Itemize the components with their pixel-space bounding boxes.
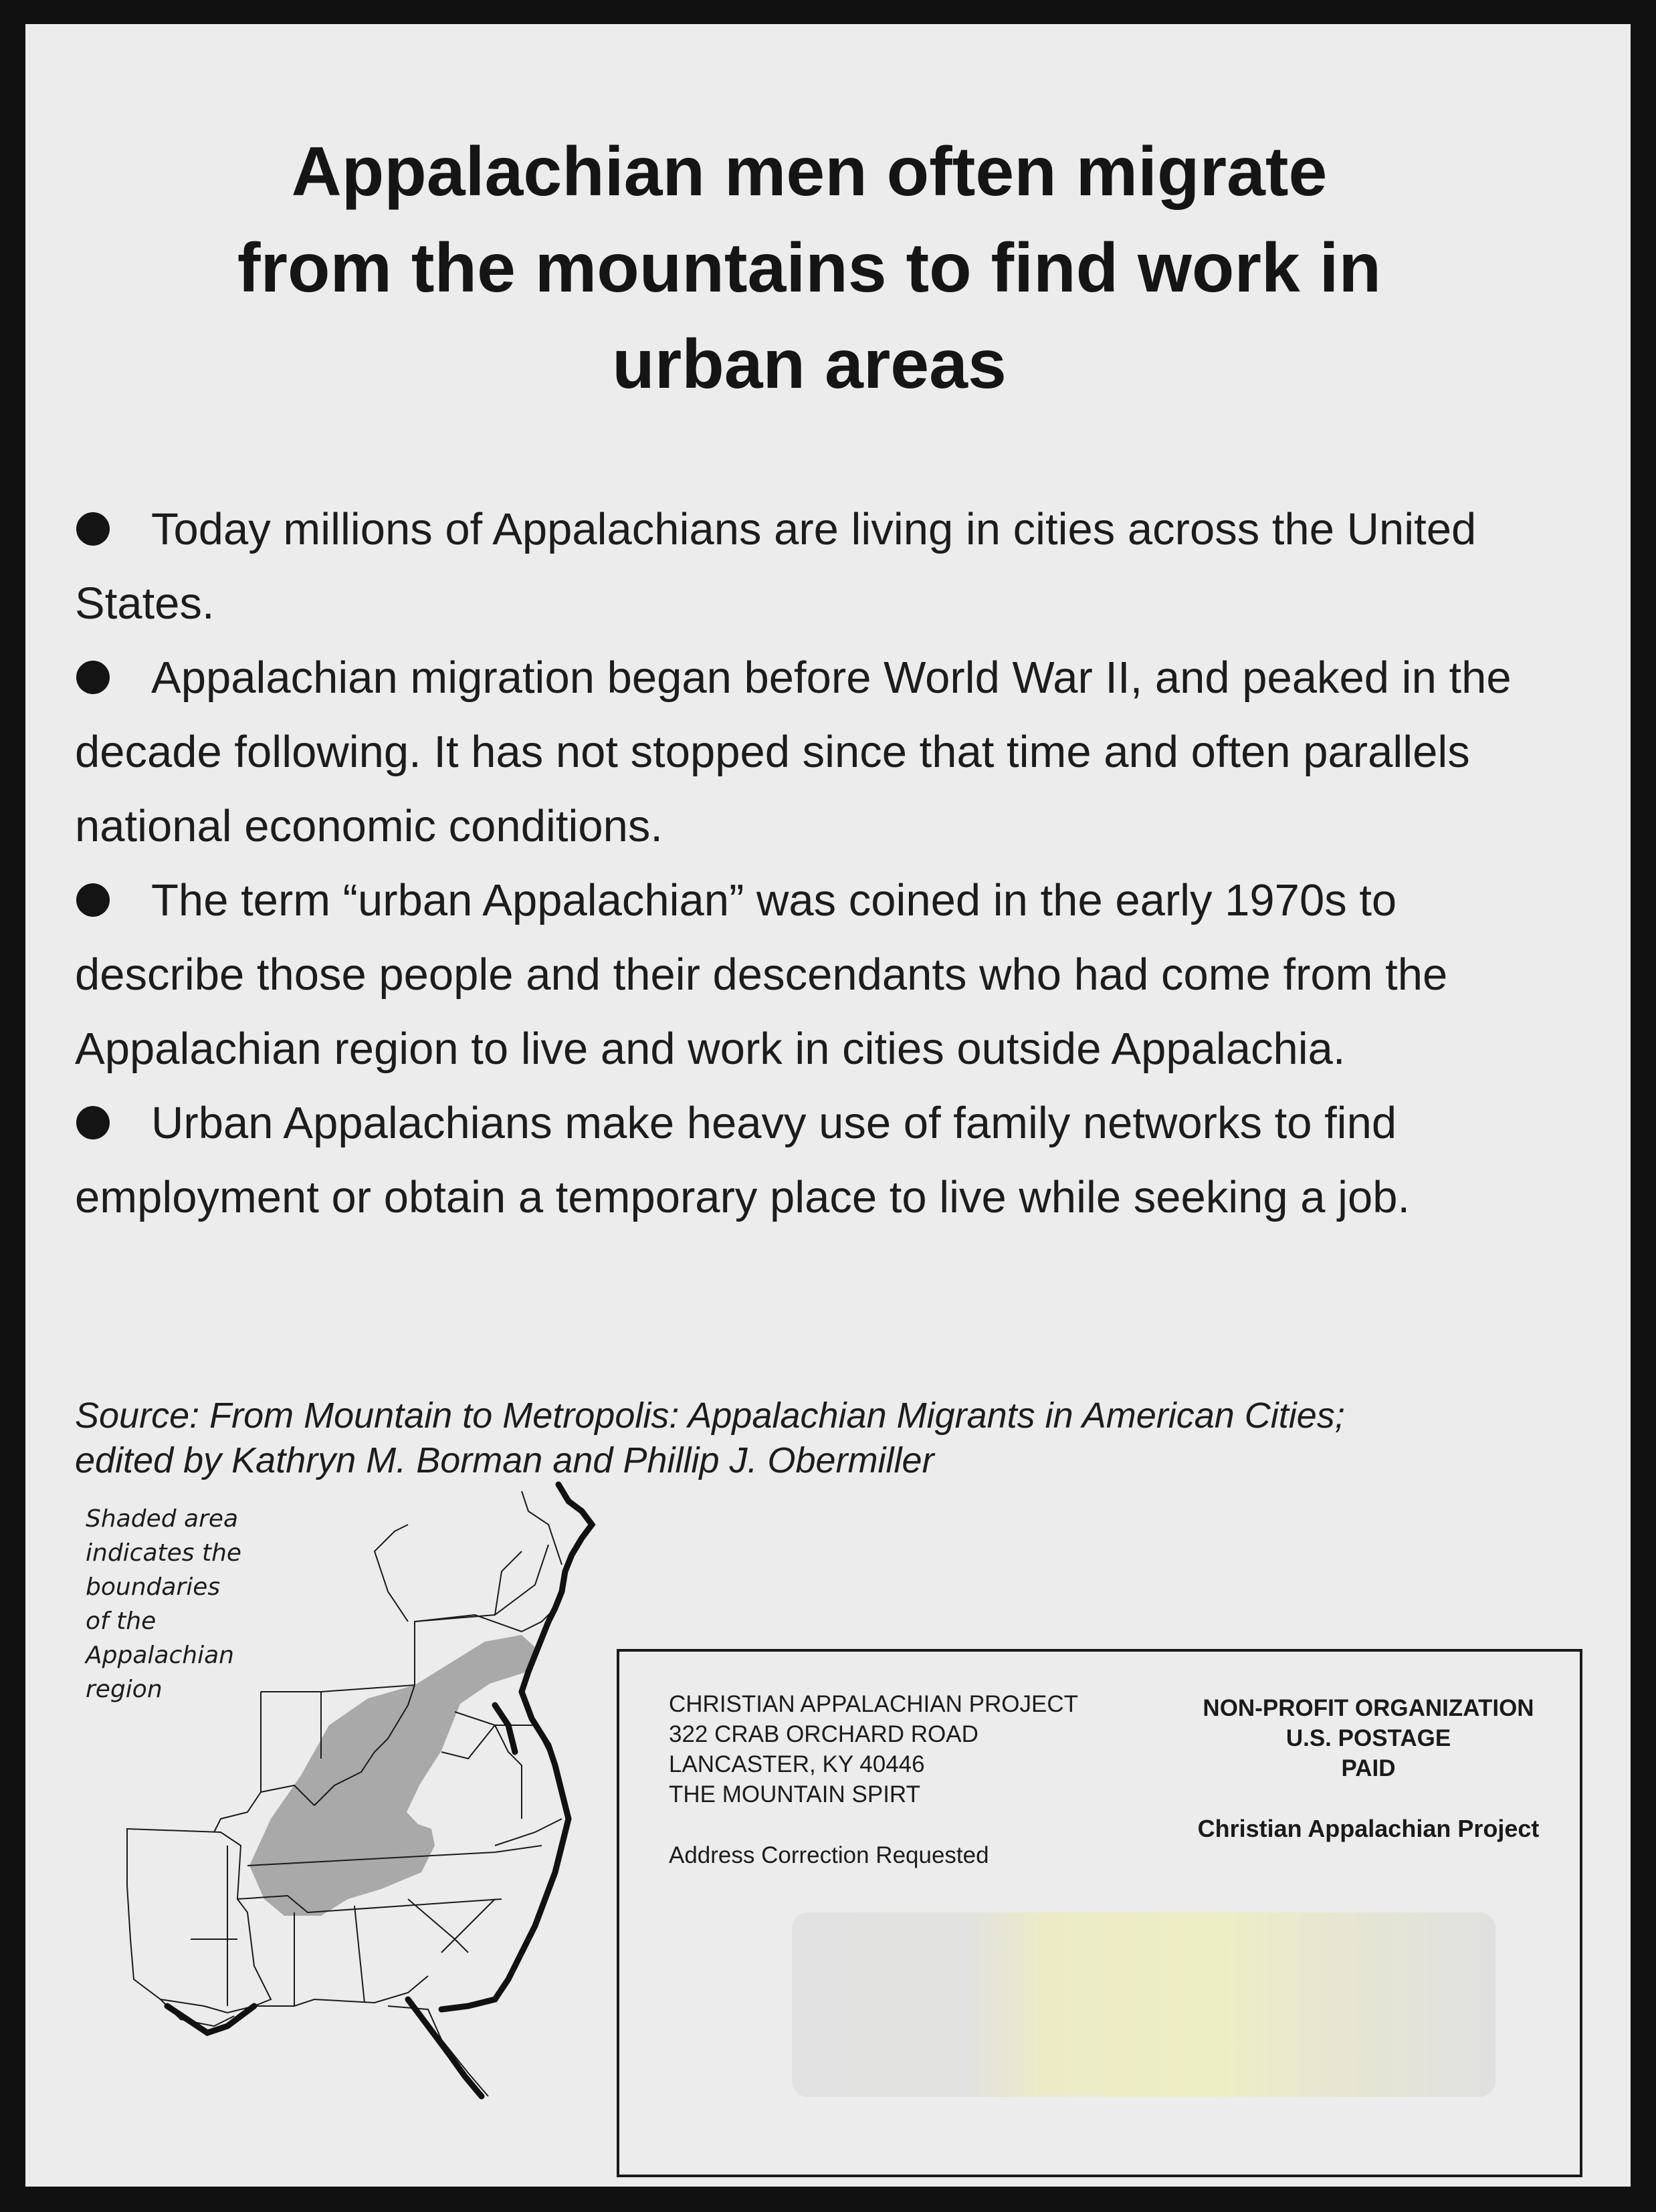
headline-line-2: from the mountains to find work in (237, 229, 1382, 307)
map-caption-line: of the (86, 1608, 157, 1635)
map-caption-line: boundaries (86, 1573, 221, 1601)
source-line-1: Source: From Mountain to Metropolis: Appalachian Migrants in American Cities; (75, 1396, 1345, 1436)
indicia-line: U.S. POSTAGE (1285, 1725, 1451, 1751)
return-address-line: LANCASTER, KY 40446 (669, 1751, 925, 1777)
headline (67, 124, 1552, 413)
appalachian-region-shade (249, 1635, 538, 1916)
bullet-text: The term “urban Appalachian” was coined in the early 1970s to describe those people and their descendants who had come from the Appalachian region to live and work in cities outside Appalachia. (75, 875, 1448, 1074)
headline-line-3: urban areas (612, 326, 1007, 403)
return-address-line: THE MOUNTAIN SPIRT (669, 1781, 920, 1807)
return-address (669, 1689, 1177, 1809)
bullet-text: Today millions of Appalachians are living in cities across the United States. (75, 504, 1477, 629)
map-caption-line: Appalachian (86, 1642, 234, 1669)
bullet-text: Appalachian migration began before World War II, and peaked in the decade following. It has not stopped since that time and often parallels national economic conditions. (75, 653, 1512, 851)
bullet-dot-icon (76, 883, 110, 917)
bullet-item (75, 641, 1513, 863)
bullet-item (75, 492, 1513, 641)
map-caption-line: Shaded area (86, 1505, 239, 1533)
bullet-item (75, 863, 1513, 1086)
source-citation (75, 1394, 1533, 1483)
bullet-dot-icon (76, 661, 110, 694)
map-caption (86, 1502, 273, 1706)
indicia-line: PAID (1341, 1755, 1396, 1781)
headline-line-1: Appalachian men often migrate (291, 133, 1328, 211)
source-line-2: edited by Kathryn M. Borman and Phillip J. Obermiller (75, 1440, 934, 1480)
return-address-line: CHRISTIAN APPALACHIAN PROJECT (669, 1691, 1078, 1717)
address-correction-note: Address Correction Requested (669, 1842, 989, 1868)
bullet-list (75, 492, 1513, 1234)
bullet-item (75, 1086, 1513, 1234)
indicia-line: NON-PROFIT ORGANIZATION (1203, 1695, 1534, 1721)
indicia-organization: Christian Appalachian Project (1197, 1815, 1540, 1842)
bullet-text: Urban Appalachians make heavy use of family networks to find employment or obtain a temporary place to live while seeking a job. (75, 1098, 1411, 1222)
return-address-line: 322 CRAB ORCHARD ROAD (669, 1721, 978, 1747)
address-label-window (792, 1912, 1495, 2097)
bullet-dot-icon (76, 512, 110, 546)
map-caption-line: indicates the (86, 1539, 242, 1567)
postage-indicia (1161, 1693, 1576, 1783)
bullet-dot-icon (76, 1106, 110, 1139)
map-caption-line: region (86, 1676, 163, 1703)
